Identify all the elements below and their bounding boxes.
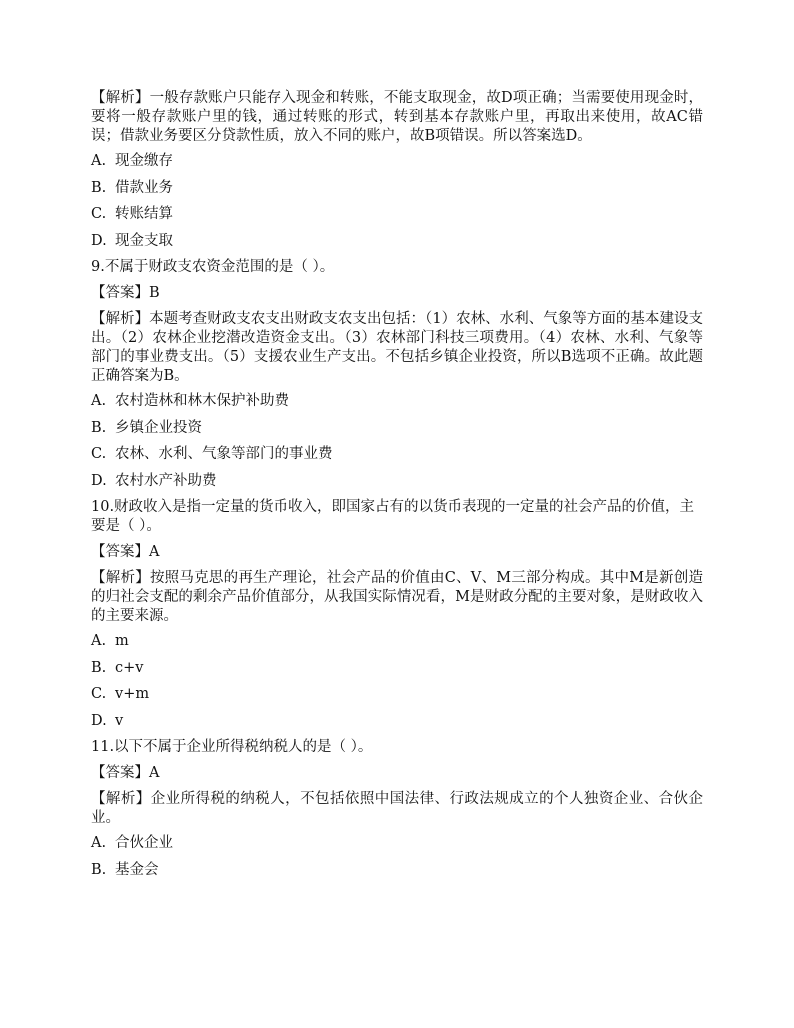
question-stem: 9.不属于财政支农资金范围的是（ ）。 [91,259,335,275]
option-item [91,152,703,171]
option-text: 转账结算 [115,206,173,222]
option-letter: C. [91,686,107,702]
analysis-paragraph: 【解析】本题考查财政支农支出财政支农支出包括：（1）农林、水利、气象等方面的基本建设支出。（2）农林企业挖潜改造资金支出。（3）农林部门科技三项费用。（4）农林、水利、气象等部门的事业费支出。（5）支援农业生产支出。不包括乡镇企业投资，所以B选项不正确。故此题正确答案为B。 [91,311,703,384]
analysis-paragraph: 【解析】按照马克思的再生产理论，社会产品的价值由C、V、M三部分构成。其中M是新创造的归社会支配的剩余产品价值部分，从我国实际情况看，M是财政分配的主要对象，是财政收入的主要来源。 [91,570,703,624]
option-text: c+v [115,659,144,676]
option-letter: A. [91,633,107,649]
option-letter: C. [91,446,107,462]
option-item [91,632,703,651]
option-item [91,659,703,678]
option-letter: B. [91,179,107,196]
option-item [91,232,703,251]
option-letter: C. [91,206,107,222]
option-letter: D. [91,712,107,729]
option-text: 乡镇企业投资 [115,419,202,436]
answer-line: 【答案】A [91,543,160,560]
option-text: 农林、水利、气象等部门的事业费 [115,446,333,462]
option-text: 借款业务 [115,179,173,196]
answer-line: 【答案】B [91,284,160,301]
analysis-paragraph: 【解析】企业所得税的纳税人，不包括依照中国法律、行政法规成立的个人独资企业、合伙企业。 [91,791,703,826]
option-letter: B. [91,419,107,436]
answer-line: 【答案】A [91,764,160,781]
question-stem: 10.财政收入是指一定量的货币收入，即国家占有的以货币表现的一定量的社会产品的价值，主要是（ ）。 [91,499,695,534]
option-text: 合伙企业 [115,835,173,851]
option-letter: A. [91,153,107,169]
option-text: 农村水产补助费 [115,472,217,489]
option-item [91,179,703,198]
analysis-paragraph: 【解析】一般存款账户只能存入现金和转账，不能支取现金，故D项正确；当需要使用现金时，要将一般存款账户里的钱，通过转账的形式，转到基本存款账户里，再取出来使用，故AC错误；借款业务要区分贷款性质，放入不同的账户，故B项错误。所以答案选D。 [91,90,703,144]
option-item [91,472,703,491]
option-text: v [115,712,124,729]
option-text: 农村造林和林木保护补助费 [115,393,289,409]
option-text: v+m [115,686,150,702]
option-text: 现金支取 [115,232,173,249]
question-stem: 11.以下不属于企业所得税纳税人的是（ ）。 [91,739,373,755]
option-letter: B. [91,861,107,878]
option-text: 基金会 [115,861,159,878]
option-item [91,685,703,704]
option-item [91,861,703,880]
option-item [91,834,703,853]
option-item [91,419,703,438]
option-text: m [115,633,129,649]
option-item [91,392,703,411]
document-page [91,89,703,887]
option-letter: B. [91,659,107,676]
option-letter: A. [91,393,107,409]
option-item [91,445,703,464]
option-item [91,205,703,224]
option-item [91,712,703,731]
option-text: 现金缴存 [115,153,173,169]
option-letter: D. [91,232,107,249]
option-letter: A. [91,835,107,851]
option-letter: D. [91,472,107,489]
